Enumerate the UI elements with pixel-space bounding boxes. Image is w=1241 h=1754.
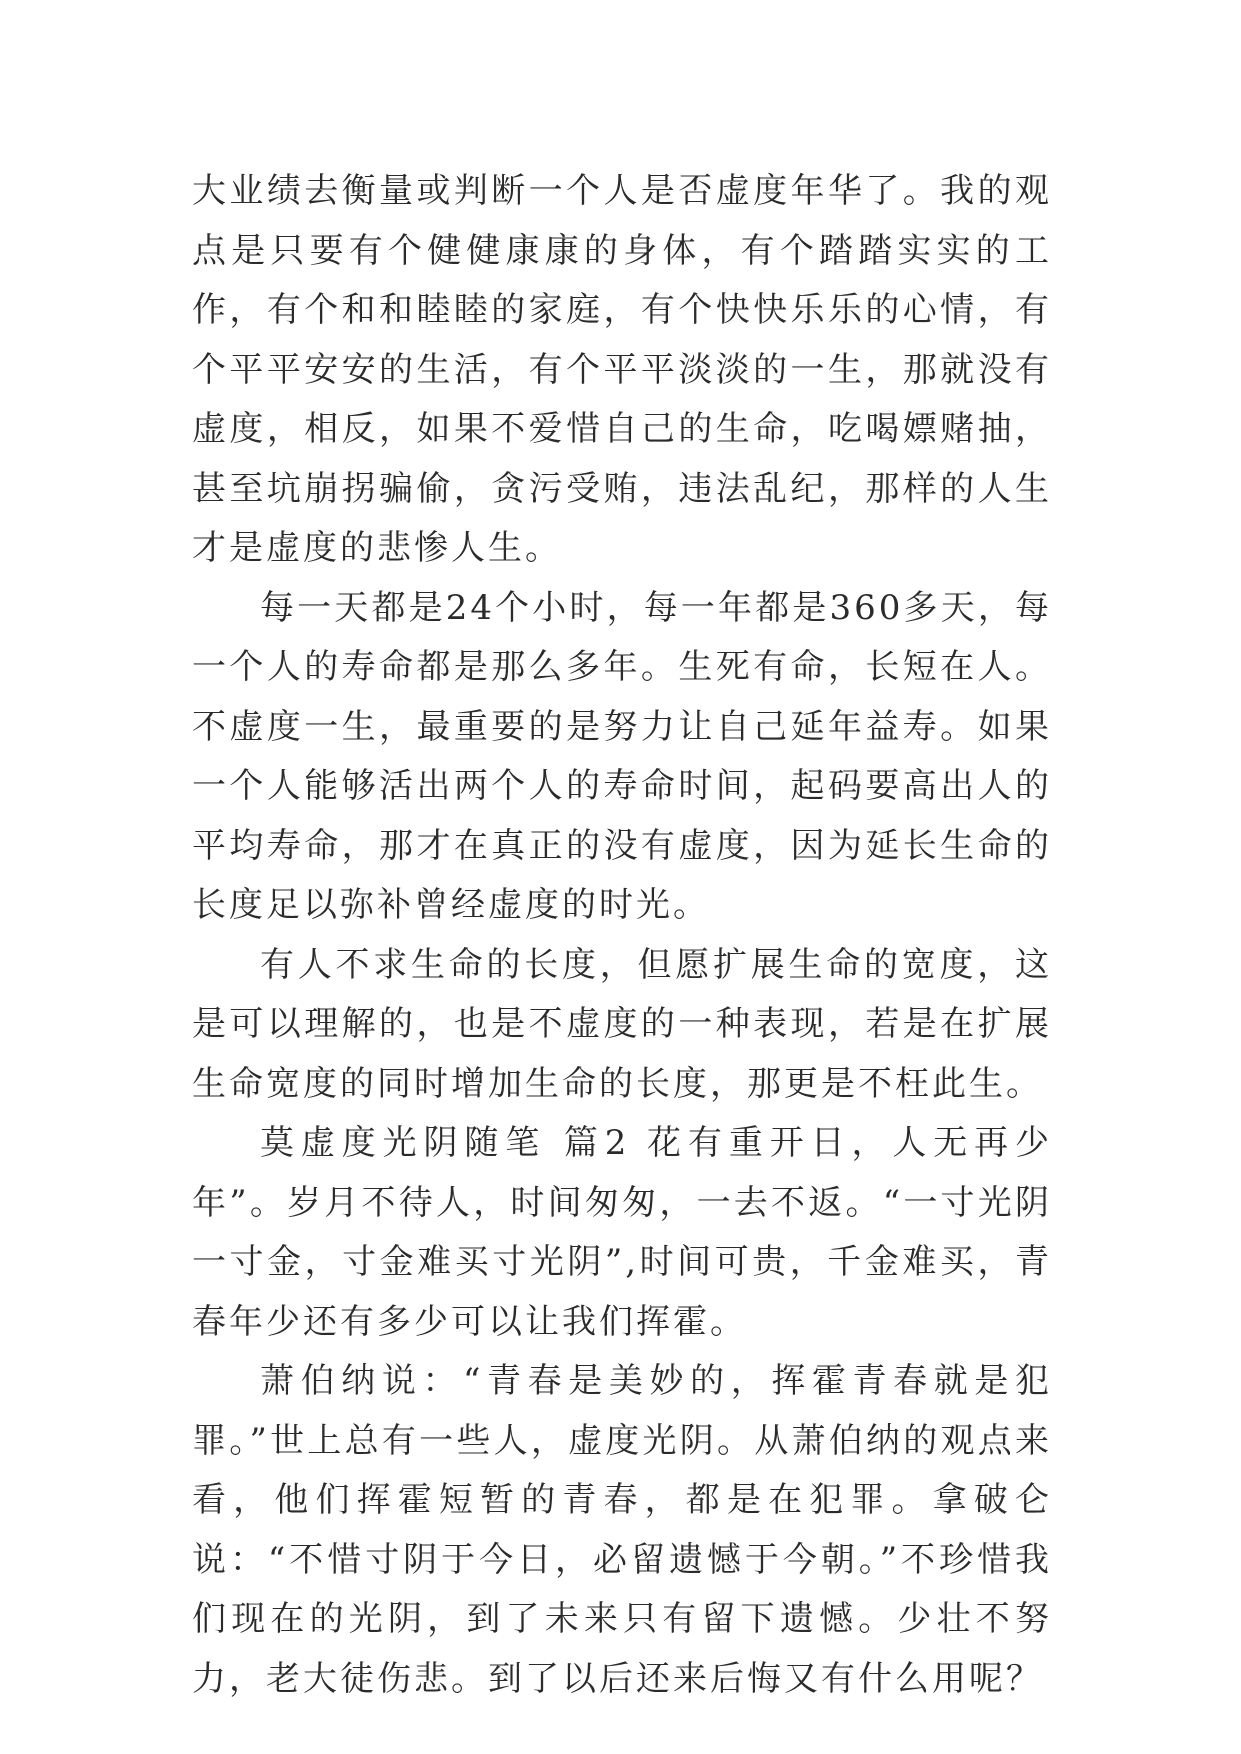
paragraph-3: 有人不求生命的长度，但愿扩展生命的宽度，这是可以理解的，也是不虚度的一种表现，若是在扩展生命宽度的同时增加生命的长度，那更是不枉此生。 xyxy=(192,944,1052,1104)
paragraph-1: 大业绩去衡量或判断一个人是否虚度年华了。我的观点是只要有个健健康康的身体，有个踏踏实实的工作，有个和和睦睦的家庭，有个快快乐乐的心情，有个平平安安的生活，有个平平淡淡的一生，那就没有虚度，相反，如果不爱惜自己的生命，吃喝嫖赌抽，甚至坑崩拐骗偷，贪污受贿，违法乱纪，那样的人生才是虚度的悲惨人生。 xyxy=(192,171,1052,568)
paragraph-5: 萧伯纳说：“青春是美妙的，挥霍青春就是犯罪。”世上总有一些人，虚度光阴。从萧伯纳的观点来看，他们挥霍短暂的青春，都是在犯罪。拿破仑说：“不惜寸阴于今日，必留遗憾于今朝。”不珍惜我们现在的光阴，到了未来只有留下遗憾。少壮不努力，老大徒伤悲。到了以后还来后悔又有什么用呢？ xyxy=(192,1361,1052,1699)
paragraph-2: 每一天都是24个小时，每一年都是360多天，每一个人的寿命都是那么多年。生死有命，长短在人。不虚度一生，最重要的是努力让自己延年益寿。如果一个人能够活出两个人的寿命时间，起码要高出人的平均寿命，那才在真正的没有虚度，因为延长生命的长度足以弥补曾经虚度的时光。 xyxy=(192,587,1052,925)
paragraph-4: 莫虚度光阴随笔 篇2 花有重开日，人无再少年”。岁月不待人，时间匆匆，一去不返。“一寸光阴一寸金，寸金难买寸光阴”,时间可贵，千金难买，青春年少还有多少可以让我们挥霍。 xyxy=(192,1123,1052,1342)
body-text xyxy=(192,162,1052,1709)
